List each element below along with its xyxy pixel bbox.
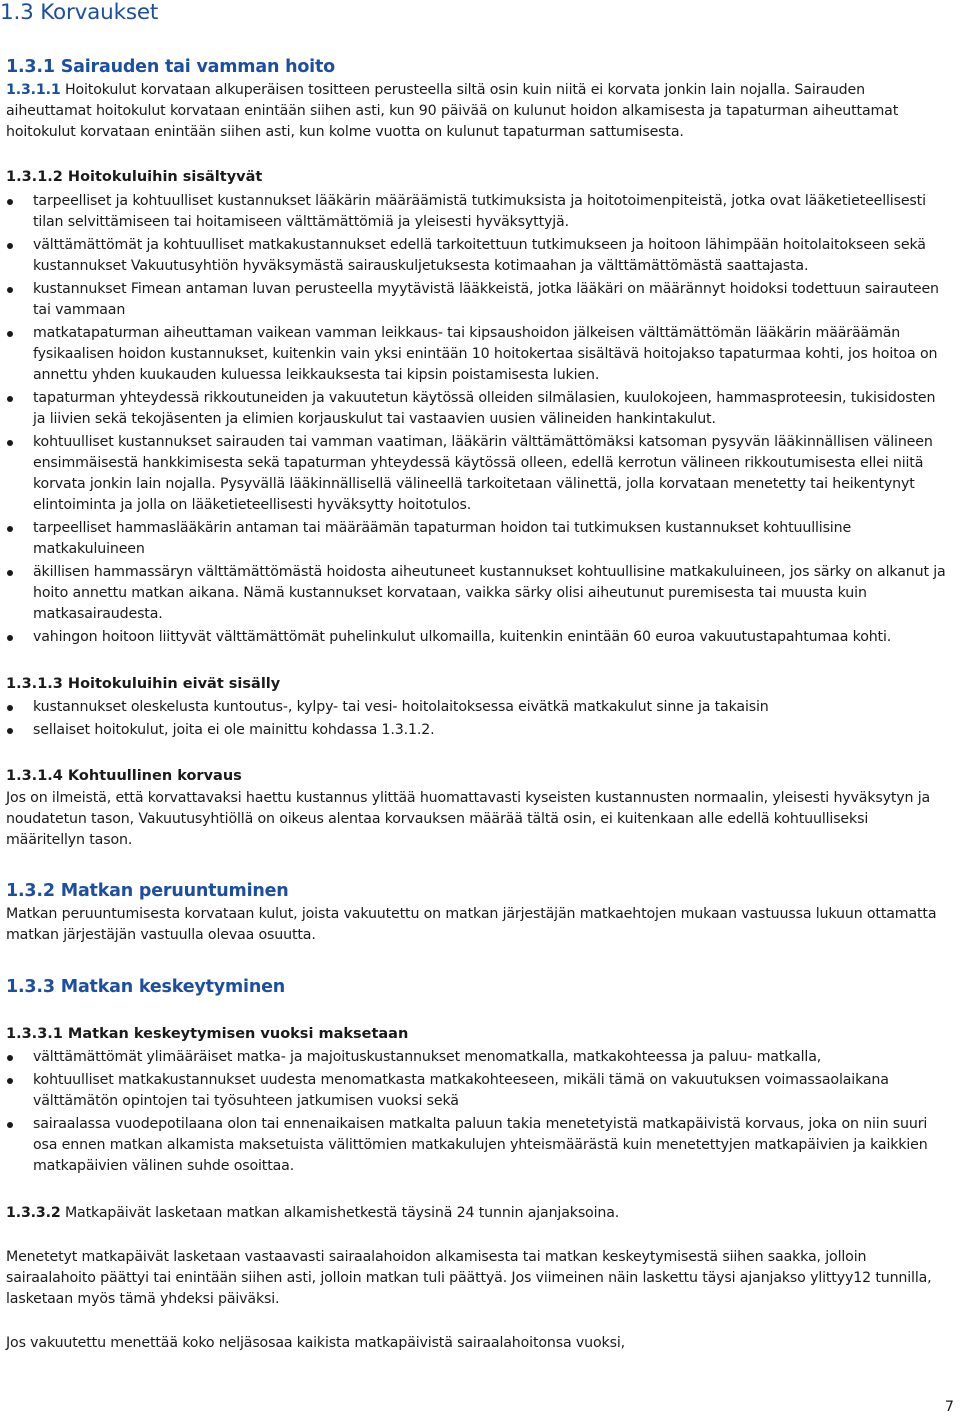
paragraph-text: Hoitokulut korvataan alkuperäisen tositteen perusteella siltä osin kuin niitä ei korvata jonkin lain nojalla. Sairauden aiheuttamat hoitokulut korvataan enintään siihen asti, kun 90 päivää on kulunut hoidon alkamisesta ja tapaturman aiheuttamat hoitokulut korvataan enintään siihen asti, kun kolme vuotta on kulunut tapaturman sattumisesta. [6,82,899,140]
heading-title: Matkan peruuntuminen [60,881,289,901]
list-item: tarpeelliset hammaslääkärin antaman tai määräämän tapaturman hoidon tai tutkimuksen kustannukset kohtuullisine matkakuluineen [6,518,950,560]
bullet-icon [7,440,13,446]
bullet-icon [7,526,13,532]
list-item: kustannukset Fimean antaman luvan perusteella myytävistä lääkkeistä, jotka lääkäri on määrännyt hoidoksi todettuun sairauteen tai vammaan [6,279,950,321]
list-item: kohtuulliset kustannukset sairauden tai vamman vaatiman, lääkärin välttämättömäksi katsoman pysyvän lääkinnällisen välineen ensimmäisestä hankkimisesta sekä tapaturman yhteydessä käytössä olleen, edellä kerrotun välineen rikkoutumisesta ellei niitä korvata jonkin lain nojalla. Pysyvällä lääkinnällisellä välineellä tarkoitetaan välinettä, jolla korvataan menetetty tai heikentynyt elintoiminta ja jolla on lääketieteellisesti hyväksytty hoitotulos. [6,432,950,516]
list-item: välttämättömät ja kohtuulliset matkakustannukset edellä tarkoitettuun tutkimukseen ja hoitoon lähimpään hoitolaitokseen sekä kustannukset Vakuutusyhtiön hyväksymästä sairauskuljetuksesta kotimaahan ja välttämättömästä saattajasta. [6,235,950,277]
list-item: kustannukset oleskelusta kuntoutus-, kylpy- tai vesi- hoitolaitoksessa eivätkä matkakulut sinne ja takaisin [6,697,950,718]
list-item: sellaiset hoitokulut, joita ei ole mainittu kohdassa 1.3.1.2. [6,720,950,741]
paragraph-1-3-2: Matkan peruuntumisesta korvataan kulut, joista vakuutettu on matkan järjestäjän matkaehtojen mukaan vastuussa lukuun ottamatta matkan järjestäjän vastuulla olevaa osuutta. [6,906,937,943]
list-item: äkillisen hammassäryn välttämättömästä hoidosta aiheutuneet kustannukset kohtuullisine matkakuluineen, jos särky on alkanut ja hoito annettu matkan aikana. Nämä kustannukset korvataan, vaikka särky olisi aiheutunut puremisesta tai muusta kuin matkasairaudesta. [6,562,950,625]
bullet-icon [7,705,13,711]
list-item: tapaturman yhteydessä rikkoutuneiden ja vakuutetun käytössä olleiden silmälasien, kuulokojeen, hammasproteesin, tukisidosten ja liivien sekä tekojäsenten ja elimien korjauskulut tai vastaavien uusien välineiden hankintakulut. [6,388,950,430]
list-item: tarpeelliset ja kohtuulliset kustannukset lääkärin määräämistä tutkimuksista ja hoitotoimenpiteistä, jotka ovat lääketieteellisesti tilan selvittämiseen tai hoitamiseen välttämättömiä ja yleisesti hyväksyttyjä. [6,191,950,233]
bullet-icon [7,1078,13,1084]
heading-number: 1.3.3 [6,977,55,997]
paragraph-1-3-1-1 [6,80,950,143]
list-item: kohtuulliset matkakustannukset uudesta menomatkasta matkakohteeseen, mikäli tämä on vakuutuksen voimassaolaikana välttämätön opintojen tai työsuhteen jatkumisen vuoksi sekä [6,1070,950,1112]
heading-title: Sairauden tai vamman hoito [60,57,335,77]
list-1-3-3-1 [6,1047,950,1179]
bullet-icon [7,287,13,293]
bullet-icon [7,199,13,205]
bullet-icon [7,728,13,734]
heading-number: 1.3.2 [6,881,55,901]
list-item: vahingon hoitoon liittyvät välttämättömät puhelinkulut ulkomailla, kuitenkin enintään 60 euroa vakuutustapahtumaa kohti. [6,627,950,648]
paragraph-matkapaivat: Menetetyt matkapäivät lasketaan vastaavasti sairaalahoidon alkamisesta tai matkan keskeytymisestä siihen saakka, jolloin sairaalahoito päättyi tai enintään siihen asti, jolloin matkan tuli päättyä. Jos viimeinen näin laskettu täysi ajanjakso ylittyy12 tunnilla, lasketaan myös tämä yhdeksi päiväksi. [6,1249,932,1307]
page-number: 7 [944,1399,954,1415]
list-item: matkatapaturman aiheuttaman vaikean vamman leikkaus- tai kipsaushoidon jälkeisen välttämättömän lääkärin määräämän fysikaalisen hoidon kustannukset, kuitenkin vain yksi enintään 10 hoitokertaa sisältävä hoitojakso tapaturmaa kohti, jos hoitoa on annettu yhden kuukauden kuluessa leikkauksesta tai kipsin poistamisesta lukien. [6,323,950,386]
heading-number: 1.3.1 [6,57,55,77]
paragraph-1-3-3-2 [6,1203,950,1224]
heading-title: Matkan keskeytyminen [60,977,286,997]
subheading-1-3-1-3: 1.3.1.3 Hoitokuluihin eivät sisälly [6,676,281,692]
paragraph-1-3-1-4: Jos on ilmeistä, että korvattavaksi haettu kustannus ylittää huomattavasti kyseisten kustannusten normaalin, yleisesti hyväksytyn ja noudatetun tason, Vakuutusyhtiöllä on oikeus alentaa korvauksen määrää tältä osin, ei kuitenkaan alle edellä kohtuulliseksi määritellyn tason. [6,790,931,848]
bullet-icon [7,243,13,249]
bullet-icon [7,635,13,641]
section-heading-1-3: 1.3 Korvaukset [0,0,159,25]
section-heading-1-3-2 [6,879,289,903]
heading-number: 1.3.1.1 [6,82,61,98]
section-heading-1-3-3 [6,975,285,999]
bullet-icon [7,570,13,576]
bullet-icon [7,1122,13,1128]
list-1-3-1-3 [6,697,950,743]
section-heading-1-3-1 [6,55,335,79]
list-item: välttämättömät ylimääräiset matka- ja majoituskustannukset menomatkalla, matkakohteessa ja paluu- matkalla, [6,1047,950,1068]
bullet-icon [7,331,13,337]
paragraph-text: Matkapäivät lasketaan matkan alkamishetkestä täysinä 24 tunnin ajanjaksoina. [60,1205,620,1221]
list-item: sairaalassa vuodepotilaana olon tai ennenaikaisen matkalta paluun takia menetetyistä matkapäivistä korvaus, joka on niin suuri osa ennen matkan alkamista maksetuista välittömien matkakulujen yhteismäärästä kuin menetettyjen matkapäivien ja kaikkien matkapäivien välinen suhde osoittaa. [6,1114,950,1177]
subheading-1-3-3-1: 1.3.3.1 Matkan keskeytymisen vuoksi maksetaan [6,1026,409,1042]
paragraph-last: Jos vakuutettu menettää koko neljäsosaa kaikista matkapäivistä sairaalahoitonsa vuoksi, [6,1335,625,1351]
heading-number: 1.3.3.2 [6,1205,61,1221]
bullet-icon [7,396,13,402]
subheading-1-3-1-2: 1.3.1.2 Hoitokuluihin sisältyvät [6,169,263,185]
bullet-icon [7,1055,13,1061]
list-1-3-1-2 [6,191,950,650]
subheading-1-3-1-4: 1.3.1.4 Kohtuullinen korvaus [6,768,242,784]
